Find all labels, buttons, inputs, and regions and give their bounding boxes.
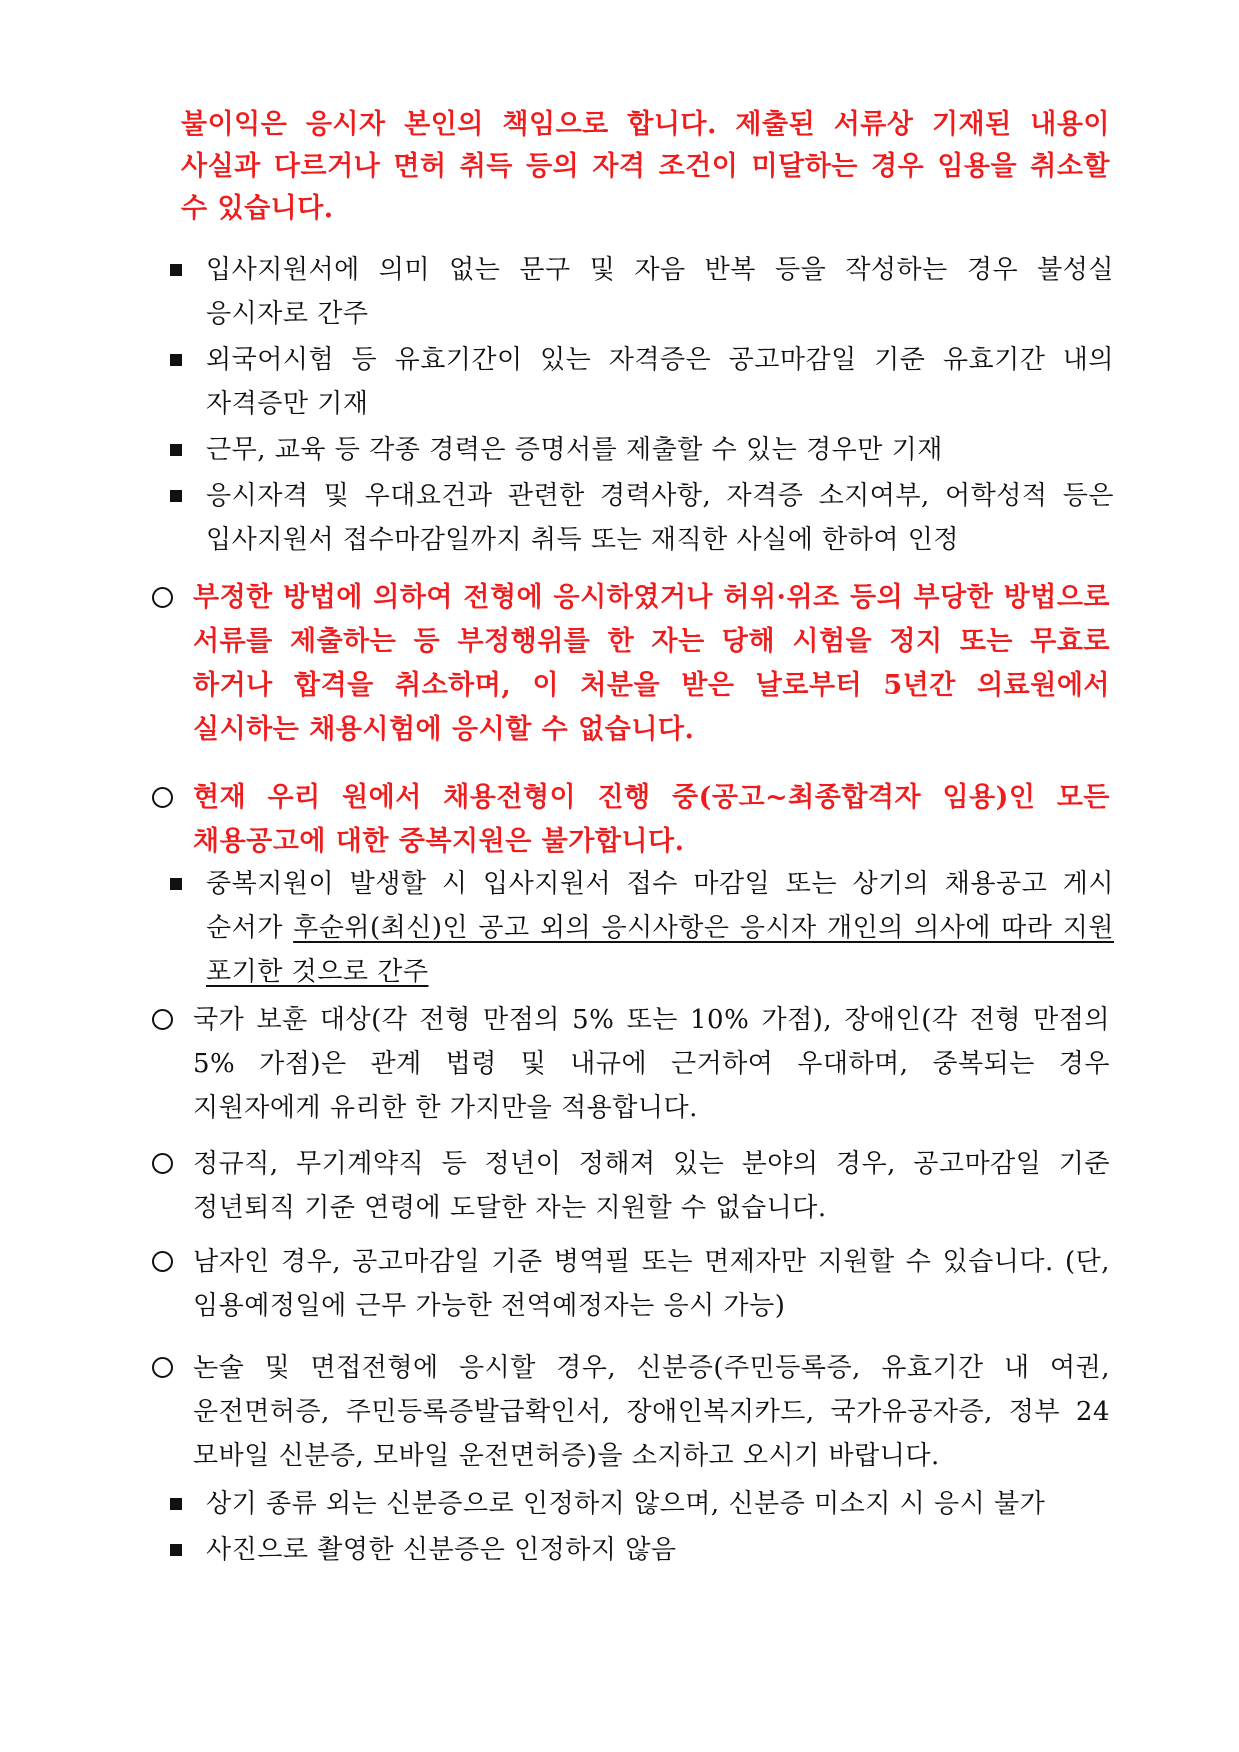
bullet-text-underlined: 후순위(최신)인 공고 외의 응시사항은 응시자 개인의 의사에 따라 지원 포기한 것으로 간주 (206, 913, 1114, 987)
square-bullet-icon (170, 264, 182, 276)
square-bullet-icon (170, 444, 182, 456)
circle-bullet-icon (152, 1251, 173, 1272)
circle-bullet-icon (152, 1357, 173, 1378)
circle-bullet-icon (152, 1009, 173, 1030)
bullet-text-plain: 중복지원이 발생할 시 입사지원서 접수 마감일 또는 상기의 채용공고 게시 순서가 (206, 869, 1114, 943)
square-bullet-icon (170, 490, 182, 502)
square-bullet-icon (170, 878, 182, 890)
bullet-text: 상기 종류 외는 신분증으로 인정하지 않으며, 신분증 미소지 시 응시 불가 (206, 1489, 1046, 1519)
square-bullet-icon (170, 1544, 182, 1556)
bullet-text: 외국어시험 등 유효기간이 있는 자격증은 공고마감일 기준 유효기간 내의 자격증만 기재 (206, 345, 1114, 419)
notice-military-text: 남자인 경우, 공고마감일 기준 병역필 또는 면제자만 지원할 수 있습니다. (단, 임용예정일에 근무 가능한 전역예정자는 응시 가능) (193, 1247, 1110, 1321)
circle-bullet-icon (152, 1153, 173, 1174)
circle-bullet-icon (152, 787, 173, 808)
notice-duplicate-text: 현재 우리 원에서 채용전형이 진행 중(공고~최종합격자 임용)인 모든 채용공고에 대한 중복지원은 불가합니다. (193, 782, 1110, 857)
intro-text: 불이익은 응시자 본인의 책임으로 합니다. 제출된 서류상 기재된 내용이 사실과 다르거나 면허 취득 등의 자격 조건이 미달하는 경우 임용을 취소할 수 있습니다. (181, 109, 1110, 224)
bullet-text: 입사지원서에 의미 없는 문구 및 자음 반복 등을 작성하는 경우 불성실 응시자로 간주 (206, 255, 1114, 329)
square-bullet-icon (170, 354, 182, 366)
bullet-text: 사진으로 촬영한 신분증은 인정하지 않음 (206, 1535, 677, 1565)
notice-veteran-text: 국가 보훈 대상(각 전형 만점의 5% 또는 10% 가점), 장애인(각 전형 만점의 5% 가점)은 관계 법령 및 내규에 근거하여 우대하며, 중복되는 경우 지원자에게 유리한 한 가지만을 적용합니다. (193, 1005, 1110, 1123)
square-bullet-icon (170, 1498, 182, 1510)
bullet-text: 응시자격 및 우대요건과 관련한 경력사항, 자격증 소지여부, 어학성적 등은 입사지원서 접수마감일까지 취득 또는 재직한 사실에 한하여 인정 (206, 481, 1114, 555)
bullet-text: 근무, 교육 등 각종 경력은 증명서를 제출할 수 있는 경우만 기재 (206, 435, 943, 465)
notice-retire-text: 정규직, 무기계약직 등 정년이 정해져 있는 분야의 경우, 공고마감일 기준 정년퇴직 기준 연령에 도달한 자는 지원할 수 없습니다. (193, 1149, 1110, 1223)
notice-id-text: 논술 및 면접전형에 응시할 경우, 신분증(주민등록증, 유효기간 내 여권, 운전면허증, 주민등록증발급확인서, 장애인복지카드, 국가유공자증, 정부 24 모바일 신분증, 모바일 운전면허증)을 소지하고 오시기 바랍니다. (193, 1353, 1110, 1471)
bullet-text (206, 862, 1114, 994)
notice-fraud-text: 부정한 방법에 의하여 전형에 응시하였거나 허위·위조 등의 부당한 방법으로 서류를 제출하는 등 부정행위를 한 자는 당해 시험을 정지 또는 무효로 하거나 합격을 취소하며, 이 처분을 받은 날로부터 5년간 의료원에서 실시하는 채용시험에 응시할 수 없습니다. (193, 582, 1110, 745)
circle-bullet-icon (152, 587, 173, 608)
